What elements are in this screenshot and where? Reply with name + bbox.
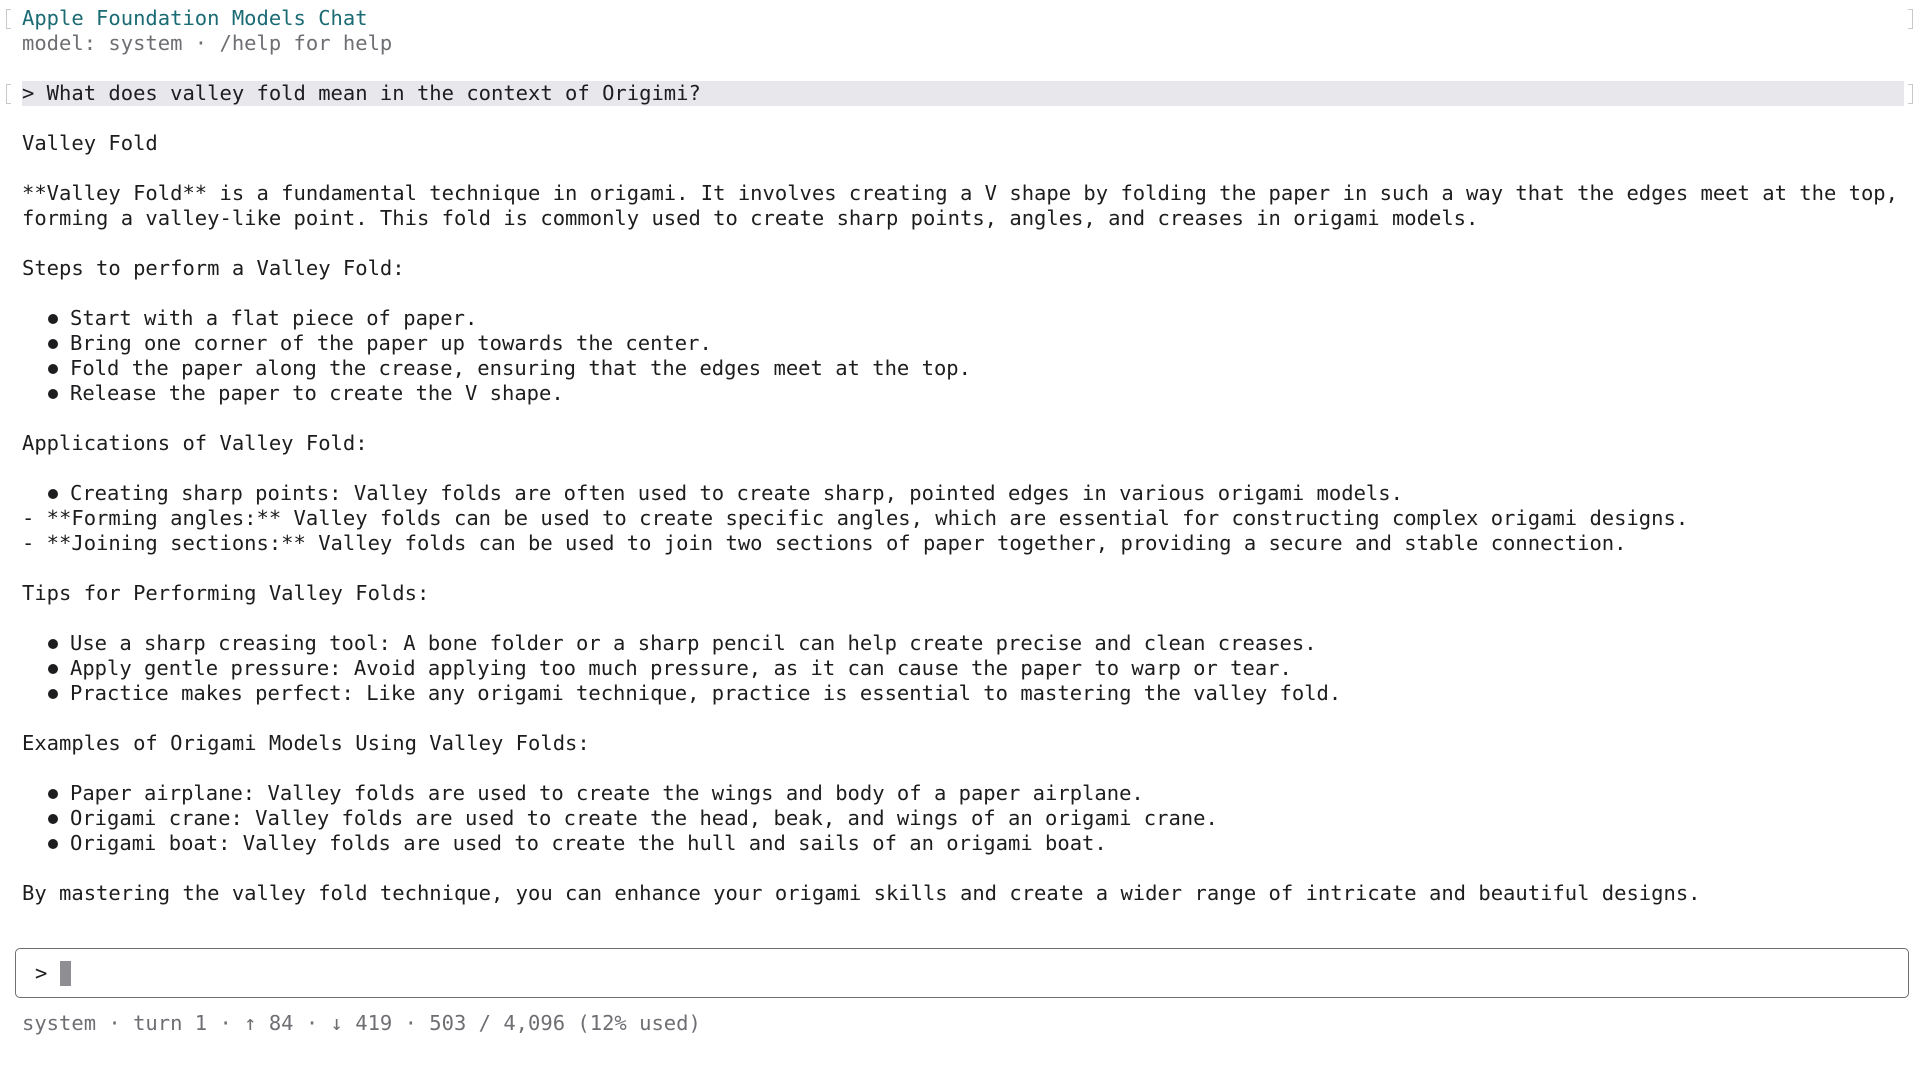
bullet-dot [48,314,58,324]
text-cursor [60,961,71,986]
examples-heading: Examples of Origami Models Using Valley Folds: [22,731,590,755]
bullet-dot [48,639,58,649]
step-item: Bring one corner of the paper up towards the center. [70,331,712,355]
response-intro-line-2: forming a valley-like point. This fold is commonly used to create sharp points, angles, and creases in origami models. [22,206,1479,230]
bullet-dot [48,389,58,399]
tip-item: Practice makes perfect: Like any origami technique, practice is essential to mastering the valley fold. [70,681,1342,705]
user-query: > What does valley fold mean in the context of Origimi? [22,81,701,105]
bullet-dot [48,489,58,499]
bullet-dot [48,364,58,374]
response-heading: Valley Fold [22,131,158,155]
example-item: Paper airplane: Valley folds are used to create the wings and body of a paper airplane. [70,781,1144,805]
bullet-dot [48,814,58,824]
application-dash-item: - **Joining sections:** Valley folds can be used to join two sections of paper together, providing a secure and stable connection. [22,531,1627,555]
input-prompt-char: > [35,961,48,985]
status-bar: system · turn 1 · ↑ 84 · ↓ 419 · 503 / 4,096 (12% used) [22,1011,701,1035]
tips-heading: Tips for Performing Valley Folds: [22,581,430,605]
tip-item: Use a sharp creasing tool: A bone folder or a sharp pencil can help create precise and clean creases. [70,631,1317,655]
application-item: Creating sharp points: Valley folds are often used to create sharp, pointed edges in various origami models. [70,481,1403,505]
header-bracket-left [6,9,11,29]
query-bracket-left [6,84,11,104]
response-intro-line-1: **Valley Fold** is a fundamental technique in origami. It involves creating a V shape by folding the paper in such a way that the edges meet at the top, [22,181,1898,205]
example-item: Origami boat: Valley folds are used to create the hull and sails of an origami boat. [70,831,1107,855]
bullet-dot [48,689,58,699]
app-title: Apple Foundation Models Chat [22,6,368,30]
application-dash-item: - **Forming angles:** Valley folds can be used to create specific angles, which are essential for constructing complex origami designs. [22,506,1689,530]
response-conclusion: By mastering the valley fold technique, you can enhance your origami skills and create a wider range of intricate and beautiful designs. [22,881,1701,905]
query-bracket-right [1908,84,1913,104]
applications-heading: Applications of Valley Fold: [22,431,368,455]
tip-item: Apply gentle pressure: Avoid applying too much pressure, as it can cause the paper to warp or tear. [70,656,1292,680]
bullet-dot [48,339,58,349]
step-item: Start with a flat piece of paper. [70,306,478,330]
step-item: Fold the paper along the crease, ensuring that the edges meet at the top. [70,356,971,380]
model-info: model: system · /help for help [22,31,393,55]
example-item: Origami crane: Valley folds are used to create the head, beak, and wings of an origami crane. [70,806,1218,830]
step-item: Release the paper to create the V shape. [70,381,564,405]
steps-heading: Steps to perform a Valley Fold: [22,256,405,280]
bullet-dot [48,789,58,799]
chat-input[interactable] [15,948,1909,998]
bullet-dot [48,664,58,674]
header-bracket-right [1908,9,1913,29]
bullet-dot [48,839,58,849]
